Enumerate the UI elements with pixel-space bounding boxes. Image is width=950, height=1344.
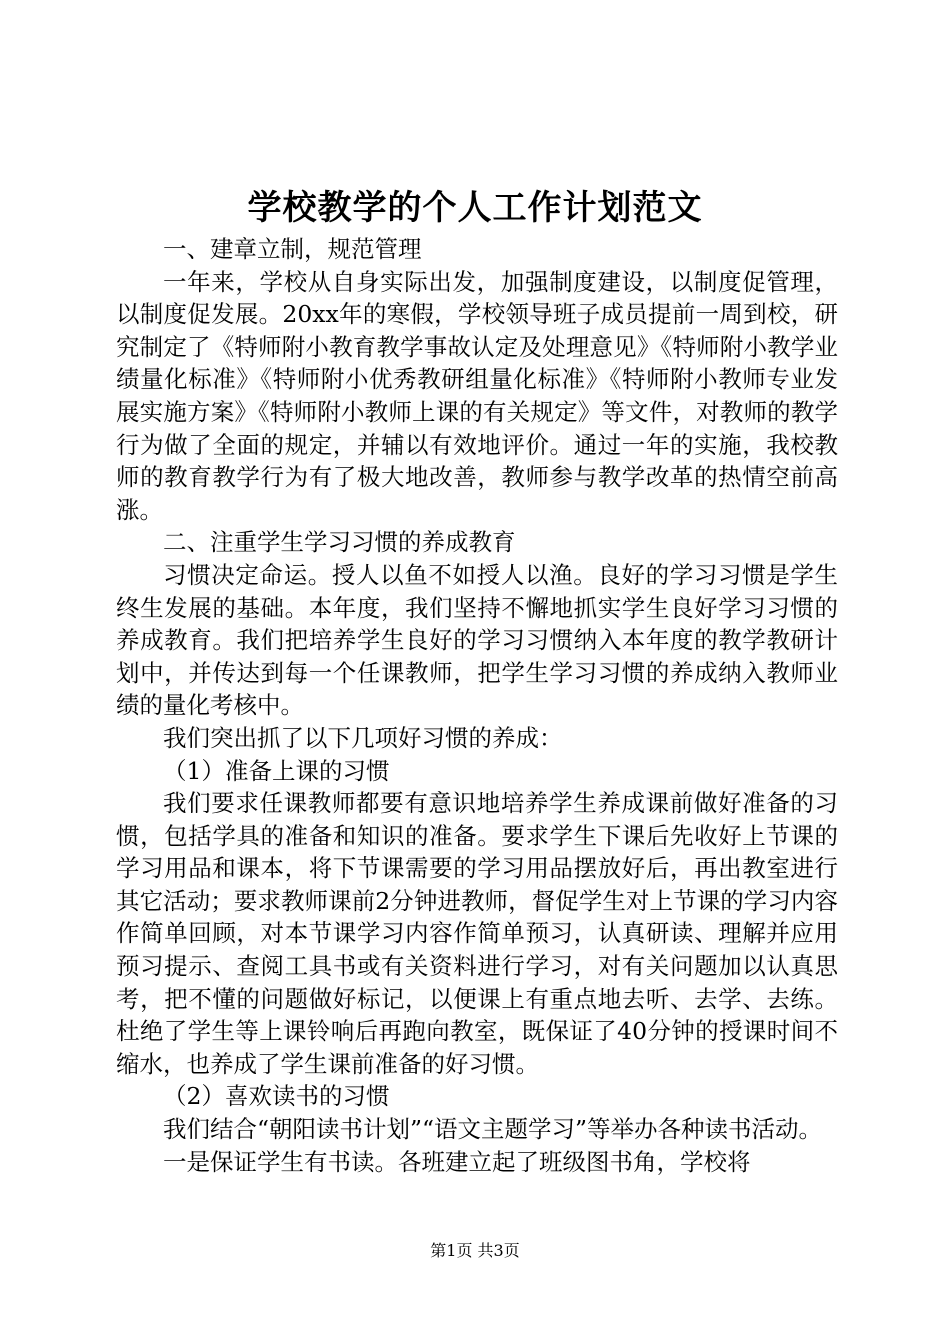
section-heading-2: 二、注重学生学习习惯的养成教育 [163, 528, 516, 557]
document-title: 学校教学的个人工作计划范文 [247, 188, 703, 228]
page-footer: 第1页 共3页 [430, 1241, 520, 1260]
subsection-heading-1: （1）准备上课的习惯 [163, 756, 390, 785]
paragraph: 习惯决定命运。授人以鱼不如授人以渔。良好的学习习惯是学生终生发展的基础。本年度，我们坚持不懈地抓实学生良好学习习惯的养成教育。我们把培养学生良好的学习习惯纳入本年度的教学教研计划中，并传达到每一个任课教师，把学生学习习惯的养成纳入教师业绩的量化考核中。 [116, 560, 838, 720]
section-heading-1: 一、建章立制，规范管理 [163, 235, 422, 263]
paragraph: 我们结合“朝阳读书计划”“语文主题学习”等举办各种读书活动。 [163, 1115, 823, 1144]
paragraph: 我们要求任课教师都要有意识地培养学生养成课前做好准备的习惯，包括学具的准备和知识的准备。要求学生下课后先收好上节课的学习用品和课本，将下节课需要的学习用品摆放好后，再出教室进行其它活动；要求教师课前2分钟进教师，督促学生对上节课的学习内容作简单回顾，对本节课学习内容作简单预习，认真研读、理解并应用预习提示、查阅工具书或有关资料进行学习，对有关问题加以认真思考，把不懂的问题做好标记，以便课上有重点地去听、去学、去练。杜绝了学生等上课铃响后再跑向教室，既保证了40分钟的授课时间不缩水，也养成了学生课前准备的好习惯。 [116, 789, 838, 1078]
subsection-heading-2: （2）喜欢读书的习惯 [163, 1082, 390, 1111]
paragraph: 我们突出抓了以下几项好习惯的养成： [163, 723, 563, 752]
paragraph: 一年来，学校从自身实际出发，加强制度建设，以制度促管理，以制度促发展。20xx年的寒假，学校领导班子成员提前一周到校，研究制定了《特师附小教育教学事故认定及处理意见》《特师附小教学业绩量化标准》《特师附小优秀教研组量化标准》《特师附小教师专业发展实施方案》《特师附小教师上课的有关规定》等文件，对教师的教学行为做了全面的规定，并辅以有效地评价。通过一年的实施，我校教师的教育教学行为有了极大地改善，教师参与教学改革的热情空前高涨。 [116, 267, 838, 524]
document-body [116, 233, 838, 1178]
paragraph: 一是保证学生有书读。各班建立起了班级图书角，学校将 [163, 1147, 751, 1176]
